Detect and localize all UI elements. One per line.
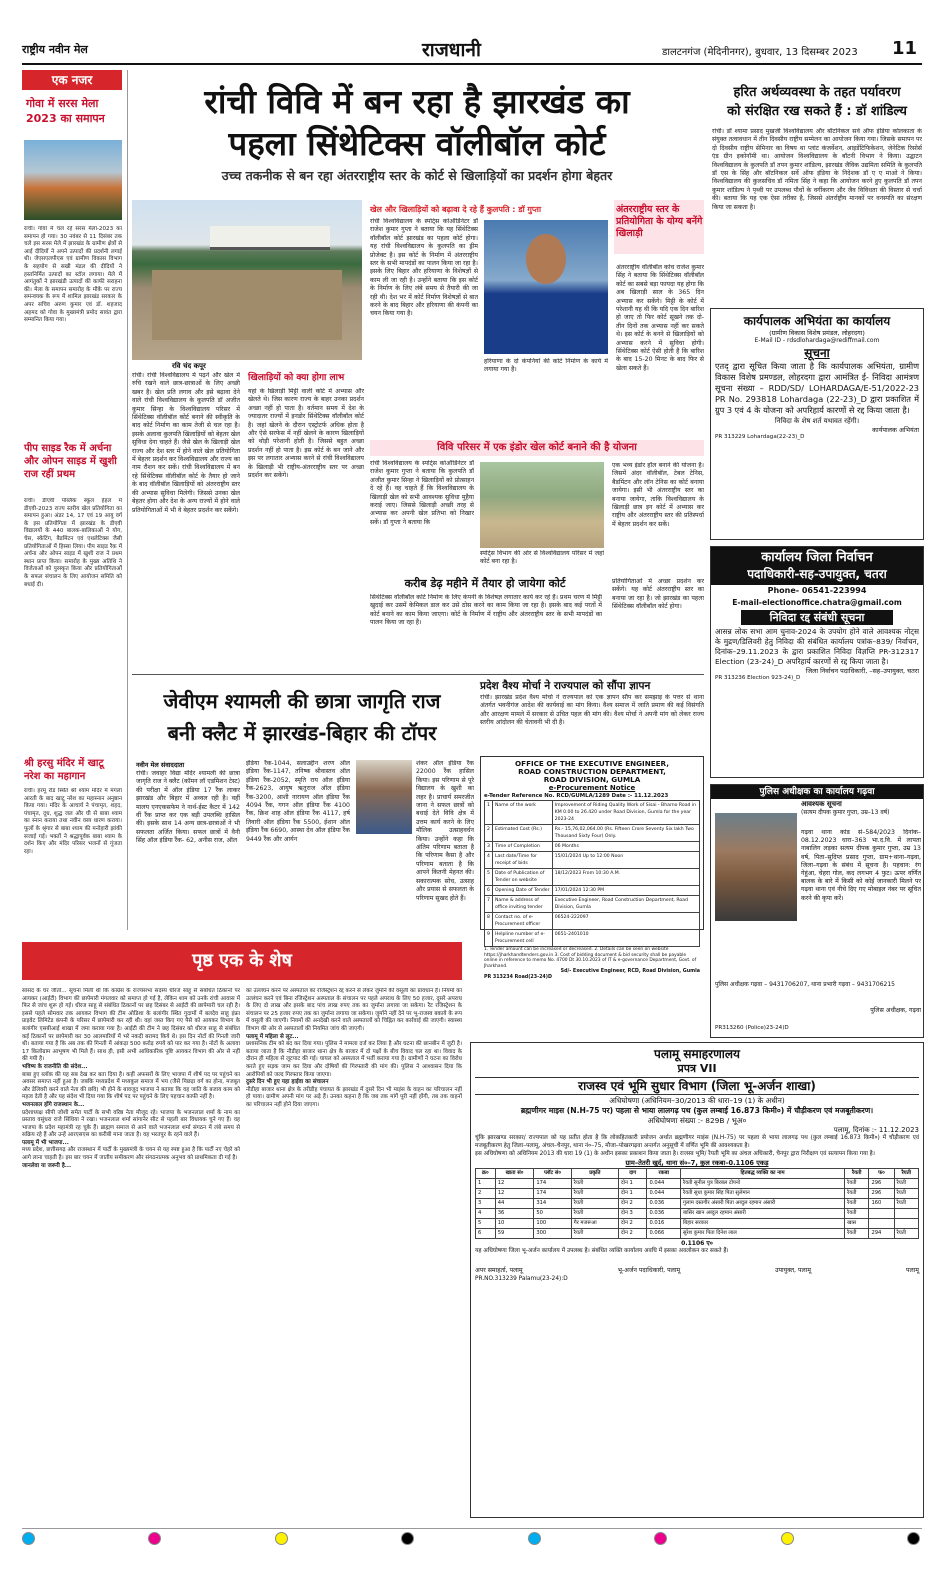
palamu-table-cell: रैयती	[845, 1209, 869, 1219]
palamu-table-header: रैयती	[845, 1169, 869, 1179]
indoor-site-photo	[480, 462, 604, 548]
prishth-col2b-text: प्रशासनिक टीम को बंद कर दिया गया। पुलिस ने मामला दर्ज कर लिया है और घटना की छानबीन में जुटी है। बताया जाता है कि नौडीहा बाजार थाना क्षेत्र के बाजार में दो पक्षों के बीच विवाद चल रहा था। विवाद के दौरान ही महिला से लूटपाट की गई। घायल को अस्पताल में भर्ती कराया गया है। ग्रामीणों ने घटना का विरोध करते हुए सड़क जाम कर दिया और दोषियों की गिरफ्तारी की मांग की। पुलिस ने आश्वासन दिया कि आरोपियों को जल्द गिरफ्तार किया जाएगा।	[246, 1041, 462, 1078]
ad3-notice: आवश्यक सूचना	[801, 800, 842, 808]
palamu-table-cell: 296	[869, 1189, 894, 1199]
palamu-prapatra: प्रपत्र VII	[677, 1062, 717, 1075]
palamu-table-cell: रैयती	[845, 1179, 869, 1189]
palamu-signatures	[475, 1266, 919, 1275]
garhwa-police-ad	[710, 784, 924, 1038]
prishth-col1d-text: मध्य प्रदेश, छत्तीसगढ़ और राजस्थान में पार्टी के मुख्यमंत्री के चयन से यह स्पष्ट हुआ है कि पार्टी नए चेहरे को आगे लाना चाहती है। इस बार चयन में जातीय समीकरण और संगठनात्मक अनुभव को प्राथमिकता दी गई है।	[22, 1147, 240, 1162]
palamu-table-header: प्रकृति	[571, 1169, 618, 1179]
palamu-table-cell: 296	[869, 1179, 894, 1189]
tender-reference: e-Tender Reference No. RCD/GUMLA/1289 Date :- 11.12.2023	[484, 793, 669, 799]
prishth-col2-sub2: दुसरे दिन भी हुए यहा हाईवा का संचालन	[246, 1079, 329, 1086]
prishth-col2-text: का उल्लंघन करने पर अस्पताल का रजिस्ट्रेशन रद्द करने से लेकर जुर्माने की वसूली का प्रावधान है। नियमों का उल्लंघन करने एवं बिना रजिस्ट्रेशन अस्पताल के संचालन पर पहले अपराध के लिए 50 हजार, दूसरे अपराध के लिए दो लाख और इसके बाद पांच लाख रुपए तक का जुर्माना लगाया जा सकेगा। रैट रजिस्ट्रेशन के संचालन पर 25 हजार रुपए तक का जुर्माना लगाया जा सकेगा। जुर्माने नहीं देने पर भू-राजस्व बकाये के रूप में वसूली की जाएगी। नियमों की अनदेखी करने वाले अस्पतालों को चिह्नित कर कार्रवाई की जाएगी। स्वास्थ्य विभाग की ओर से अस्पतालों की नियमित जांच की जाएगी।	[246, 988, 462, 1032]
palamu-table-header: खाता सं०	[495, 1169, 534, 1179]
palamu-table-cell: रैयती सुधा कुमार सिंह पिता सुलेमान	[680, 1189, 844, 1199]
tender-row	[485, 852, 700, 869]
tender-row-number: 8	[485, 913, 493, 930]
byline: रवि चंद कपूर	[172, 362, 206, 370]
main-headline-line-2: पहला सिंथेटिक्स वॉलीबॉल कोर्ट	[228, 124, 606, 163]
palamu-pr: PR.NO.313239 Palamu(23-24):D	[475, 1276, 568, 1283]
jvm-headline-1: जेवीएम श्यामली की छात्रा जागृति राज	[163, 689, 441, 713]
palamu-land-notice	[470, 1042, 924, 1518]
palamu-table-cell: रैयती	[571, 1229, 618, 1239]
tender-row-key: Date of Publication of Tender on website	[492, 869, 552, 886]
vaishya-text: रांची। झारखंड प्रदेश वैश्य मोर्चा ने राज्यपाल को एक ज्ञापन सौंप कर समझाइ के पत्तर से थाना अंतर्गत भवनीगंज आदेश की कार्यवाई का मांग किया। वैश्य समाज में जाति प्रमाण की कई विसंगति और आरक्षण मामले में सरकार से उचित पहल की मांग की। वैश्य मोर्चा ने अपनी मांग को लेकर राज्य स्तरीय आंदोलन की चेतावनी भी दी है।	[480, 694, 704, 727]
palamu-table-cell: रैयती सुनील पुत्र बिरबल टोपनो	[680, 1179, 844, 1189]
main-story-rule	[132, 674, 704, 675]
registration-swatch	[781, 1532, 794, 1545]
palamu-table-cell: 0.044	[647, 1189, 680, 1199]
jvm-column-1: रांची। जवाहर विद्या मंदिर श्यामली की छात्रा जागृति राज ने क्लैट (कॉमन लॉ एडमिशन टेस्ट) की परीक्षा में ऑल इंडिया 17 रैंक लाकर झारखंड और बिहार में अव्वल रही है। वहीं मालय एनएकसफेम ने नार्थ-ईस्ट कैटर में 142 वीं रैंक प्राप्त कर एक बड़ी उपलब्धि हासिल की। इसके साथ 14 अन्य छात्र-छात्राओं ने भी सफलता अर्जित किया। सफल छात्रों में वैनी सिंह ऑल इंडिया रैंक- 62, अनीस राज, ऑल	[136, 770, 240, 845]
palamu-table-row	[476, 1219, 919, 1229]
ad2-phone: Phone- 06541-223994	[767, 586, 867, 595]
ek-nazar-paragraph-2: रांची। डीएवी पब्लिक स्कूल हेहल में डीएवी-2023 राज्य स्तरीय खेल प्रतियोगिता का समापन हुआ। अंडर 14, 17 एवं 19 आयु वर्ग के इस प्रतियोगिता में झारखंड के डीएवी विद्यालयों के 440 बालक-बालिकाओं ने योग, चेस, स्केटिंग, बैडमिंटन एवं एथलेटिक्स जैसी प्रतियोगिताओं में हिस्सा लिया। पीप साइड रैक में अर्चना और ओपन साइड में खुशी राज ने प्रथम स्थान प्राप्त किया। समारोह के मुख्य अतिथि ने विजेताओं को पुरस्कृत किया और प्रतियोगिताओं के सफल संचालन के लिए आयोजन समिति को बधाई दी।	[24, 498, 122, 588]
court-site-photo	[132, 200, 362, 360]
side-headline: अंतरराष्ट्रीय स्तर के प्रतियोगिता के योग्य बनेंगे खिलाड़ी	[616, 204, 703, 239]
tender-row-value: 0651-2401010	[552, 930, 699, 947]
tender-row-number: 2	[485, 825, 493, 842]
prishth-col1-sub: भविष्य के राजनीति की संदेश...	[22, 1063, 88, 1070]
prishth-column-2	[246, 988, 462, 1518]
tender-pr: PR 313234 Road(23-24)D	[484, 975, 552, 981]
main-column-3: रांची विश्वविद्यालय के स्पोर्ट्स कोऑर्डिनेटर डॉ राजेश कुमार गुप्ता ने बताया कि यह सिंथेटिक्स वॉलीबॉल कोर्ट झारखंड का पहला कोर्ट होगा। यह रांची विश्वविद्यालय के कुलपति का ड्रीम प्रोजेक्ट है। इस कोर्ट के निर्माण में अंतरराष्ट्रीय स्तर के सभी मापदंडों का पालन किया जा रहा है। इसके लिए बिहार और हरियाणा के विशेषज्ञों से काम ली जा रही है। उन्होंने बताया कि इस कोर्ट के निर्माण के लिए लंबे समय से तैयारी की जा रही थी। देश भर में कोर्ट निर्माण विशेषज्ञों से बात करने के बाद बिहार और हरियाणा की कंपनी का चयन किया गया है।	[370, 218, 478, 318]
tender-row-value: Improvement of Riding Quality Work of Sisai - Bharno Road in KM 0.00 to 26.420 under Road Division, Gumla for the year 2023-24	[552, 801, 699, 825]
palamu-table-header: दाग	[618, 1169, 647, 1179]
tender-row	[485, 825, 700, 842]
court-pit	[152, 270, 342, 340]
palamu-table-cell: 0.036	[647, 1209, 680, 1219]
column-divider	[127, 70, 128, 930]
palamu-signature: भू-अर्जन पदाधिकारी, पलामू	[617, 1267, 681, 1275]
palamu-table-cell: रैयती	[894, 1229, 918, 1239]
prishth-col1-sub4: जानलेवा या जरूरी है...	[22, 1162, 72, 1169]
tender-row-number: 4	[485, 852, 493, 869]
road-tender-notice	[480, 756, 704, 981]
palamu-table-cell: गुलाम दस्तगीर अंसारी पिता अब्दुल रहमान अंसारी	[680, 1199, 844, 1209]
palamu-table-header: रकबा	[647, 1169, 680, 1179]
ek-nazar-headline-1: गोवा में सरस मेला 2023 का समापन	[26, 97, 105, 125]
palamu-table-cell: 4	[476, 1209, 496, 1219]
palamu-table-cell	[894, 1209, 918, 1219]
tender-row	[485, 842, 700, 852]
sub-khiladi-labh: खिलाड़ियों को क्या होगा लाभ	[248, 373, 345, 383]
ad2-email: E-mail-electionoffice.chatra@gmail.com	[732, 598, 902, 607]
palamu-table-cell: रैयती	[571, 1179, 618, 1189]
palamu-table-row	[476, 1179, 919, 1189]
karib-headline: करीब डेढ़ महीने में तैयार हो जायेगा कोर्ट	[404, 577, 566, 590]
palamu-table-cell: 6	[476, 1229, 496, 1239]
karib-text: सिंथेटिक्स वॉलीबॉल कोर्ट निर्माण के लिए कंपनी के विशेषज्ञ लगातार कार्य कर रहे हैं। प्रथम चरण में मिट्टी खुदाई कर उसमें केमिकल डाल कर उसे ठोस करने का काम किया जा रहा है। इसके बाद कई परतों में कोर्ट बनाने का काम किया जाएगा। कोर्ट के निर्माण में राष्ट्रीय और अंतरराष्ट्रीय स्तर के सभी मापदंडों का पालन किया जा रहा है।	[370, 594, 602, 627]
ad3-contact: पुलिस अधीक्षक गढ़वा – 9431706207, थाना प्रभारी गढ़वा – 9431706215	[715, 981, 896, 988]
jagriti-raj-photo	[356, 760, 412, 834]
ek-nazar-paragraph-1: रांची। गोवा में चल रहे सरस मेला-2023 का समापन हो गया। 30 नवंबर से 11 दिसंबर तक चले इस सरस मेले में झारखंड के ग्रामीण क्षेत्रों से आई दीदियों ने अपने उत्पादों की प्रदर्शनी लगाई थी। जेएसएलपीएस एवं ग्रामीण विकास विभाग के सहयोग से सखी मंडल की दीदियों ने हस्तनिर्मित उत्पादों का स्टॉल लगाया। मेले में आगंतुकों ने झारखंडी उत्पादों की काफी सराहना की। मेला के समापन समारोह के मौके पर राज्य समन्वयक के रूप में शामिल झारखंड सरकार के अपर सचिव अरुण कुमार एवं डॉ. शहजाद अहमद को गोवा के मुख्यमंत्री प्रमोद सावंत द्वारा सम्मानित किया गया।	[24, 226, 122, 324]
ad2-notice: निविदा रद्द संबंधी सूचना	[741, 610, 893, 625]
palamu-signature: उपायुक्त, पलामू	[775, 1267, 811, 1275]
tender-row-key: Estimated Cost (Rs.)	[492, 825, 552, 842]
palamu-table-cell: 50	[534, 1209, 571, 1219]
palamu-table-row	[476, 1229, 919, 1239]
tender-row-key: Name of the work	[492, 801, 552, 825]
main-column-2: यहां के खिलाड़ी मिट्टी वाली कोर्ट में अभ्यास और खेलते थे। जिस कारण राज्य के बाहर उनका प्रदर्शन अच्छा नहीं हो पाता है। वर्तमान समय में देश के ज्यादातर राज्यों में इनडोर सिंथेटिक्स वॉलीबॉल कोर्ट है। जहां खेलने के दौरान एस्ट्रोटर्फ अधिक होता है और ऐसे सरफेस में नहीं खेलने के कारण खिलाड़ियों को थोड़ी परेशानी होती है। जिससे बहुत अच्छा प्रदर्शन नहीं हो पाता है। इस कोर्ट के बन जाने और इस पर लगातार अभ्यास करने से रांची विश्वविद्यालय के खिलाड़ी भी राष्ट्रीय-अंतरराष्ट्रीय स्तर पर अच्छा प्रदर्शन कर सकेंगे।	[248, 388, 364, 480]
tender-row-key: Time of Completion	[492, 842, 552, 852]
tender-row-value: 06524-222097	[552, 913, 699, 930]
ad2-header	[711, 547, 923, 585]
court-building	[210, 226, 330, 250]
chatra-ad	[710, 546, 924, 778]
masthead-rule	[22, 63, 922, 65]
masthead	[22, 36, 922, 62]
palamu-table-cell: 160	[869, 1199, 894, 1209]
goa-fair-photo	[24, 140, 122, 220]
prishth-col1-text: सांसद के घर जीतो... सूचना मिली थी कि कांग्रेस के राज्यसभा सदस्य धीरज साहू से संबंधित ठिकानों पर आयकर (आईटी) विभाग की छापेमारी मंगलवार को समाप्त हो गई है, लेकिन शाम को उनके रांची आवास में फिर से जांच शुरू हो गई। धीरज साहू से संबंधित ठिकानों पर छह दिसंबर से आईटी की छापेमारी चल रही है। इससे पहले सोमवार तक आयकर विभाग की टीम ओडिशा के बलांगीर स्थित गुदामों में बलदेव साहू इंफ्रा प्राइवेट लिमिटेड कंपनी के परिसर में छापेमारी कर रही थी। वहां जब्त किए गए पैसे को आयकर विभाग के बलांगीर एसबीआई शाखा में जमा कराया गया है। आईटी की टीम ने छह दिसंबर को धीरज साहू से संबंधित कई ठिकानों पर छापेमारी कर 30 आलमारियों में भरे नकदी बरामद किये थे। इस दिन नोटों की गिनती जारी थी। बताया गया है कि अब तक की गिनती में आंकड़ा 500 करोड़ रुपये को पार कर गया है। नोटों के अलावा 17 किलोग्राम आभूषण भी मिले हैं। साथ ही, इसी अभी आधिकारिक पुष्टि आयकर विभाग की ओर से नहीं की गयी है।	[22, 988, 240, 1063]
tender-row	[485, 886, 700, 896]
palamu-total: 0.1106 ए०	[681, 1240, 713, 1248]
palamu-table-cell: 314	[534, 1199, 571, 1209]
palamu-table-cell: रैयती	[894, 1179, 918, 1189]
palamu-table-header: क्र०	[476, 1169, 496, 1179]
palamu-table-cell: 12	[495, 1189, 534, 1199]
green-economy-headline-2: को संरक्षित रख सकते हैं : डॉ शांडिल्य	[727, 104, 907, 119]
palamu-table-cell: 12	[495, 1179, 534, 1189]
prishth-col2c-text: नौडीहा बाजार थाना क्षेत्र के तरीडीह पंचायत के झारखंड में दूसरे दिन भी माइंस के वाहन का परिचालन नहीं हो पाया। ग्रामीण अपनी मांग पर अड़े हैं। उनका कहना है कि जब तक मांगें पूरी नहीं होंगी, तब तक वाहनों का परिचालन नहीं होने दिया जाएगा।	[246, 1086, 462, 1108]
palamu-table-row	[476, 1209, 919, 1219]
palamu-table-cell: बासिर खान अब्दुल रहमान अंसारी	[680, 1209, 844, 1219]
palamu-table-header: प्लॉट सं०	[534, 1169, 571, 1179]
palamu-table-cell: 10	[495, 1219, 534, 1229]
registration-marks	[22, 1528, 922, 1548]
prishth-column-1	[22, 988, 240, 1518]
registration-swatch	[275, 1532, 288, 1545]
vaishya-headline: प्रदेश वैश्य मोर्चा ने राज्यपाल को सौंपा ज्ञापन	[480, 680, 651, 692]
palamu-table-cell: बिहार सरकार	[680, 1219, 844, 1229]
tender-row	[485, 930, 700, 947]
palamu-table-cell: 100	[534, 1219, 571, 1229]
palamu-para-2: इस अधिघोषणा को अधिनियम 2013 की धारा 19 (1) के अधीन इसका प्रकाशन किया जाता है। राजस्व भूमि/ रैयती भूमि का अंचल अधिकारी, चैनपुर द्वारा निरीक्षण एवं सत्यापन किया गया है।	[475, 1150, 875, 1157]
palamu-table-header: हितबद्ध व्यक्ति का नाम	[680, 1169, 844, 1179]
palamu-table-cell: रैयती	[894, 1189, 918, 1199]
quote-label: खेल और खिलाड़ियों को बढ़ावा दे रहे हैं कुलपति : डॉ गुप्ता	[370, 205, 542, 214]
palamu-table-cell: दोन 1	[618, 1189, 647, 1199]
palamu-table-cell: 174	[534, 1189, 571, 1199]
palamu-table-cell: 5	[476, 1219, 496, 1229]
palamu-signature: पलामू	[905, 1267, 919, 1275]
ad1-subtitle: (ग्रामीण विकास विशेष प्रमंडल, लोहरदगा)	[769, 329, 865, 337]
palamu-table-cell: 300	[534, 1229, 571, 1239]
main-column-1: रांची। रांची विश्वविद्यालय में पढ़ने और खेल में रुचि रखने वाले छात्र-छात्राओं के लिए अच्छी खबर है। खेल प्रति लगाव और इसे बढ़ावा देने वाले रांची विश्वविद्यालय के कुलपति डॉ अजीत कुमार सिन्हा के विश्वविद्यालय परिसर में सिंथेटिक्स वॉलीबॉल कोर्ट बनाने की स्वीकृति के बाद कोर्ट निर्माण का काम तेजी से चल रहा है। इसके अलावा कुलपति खिलाड़ियों को बेहतर खेल सुविधा देना चाहते हैं। जैसे खेल के खिलाड़ी खेल राज्य और देश स्तर में होने वाले खेल प्रतियोगिता में बेहतर प्रदर्शन कर विश्वविद्यालय और राज्य का नाम रौशन कर सकें। रांची विश्वविद्यालय में बन रहे सिंथेटिक्स वॉलीबॉल कोर्ट के तैयार हो जाने के बाद वॉलीबॉल खिलाड़ियों को अंतरराष्ट्रीय स्तर की अभ्यास सुविधा मिलेगी। जिससे उनका खेल बेहतर होगा और देश के अन्य राज्यों में होने वाले प्रतियोगिताओं में भी वे बेहतर प्रदर्शन कर सकेंगे।	[132, 372, 240, 514]
tender-row-key: Name & address of office inviting tender	[492, 896, 552, 913]
tender-row	[485, 801, 700, 825]
tender-row-value: 18/12/2023 From 10:30 A.M.	[552, 869, 699, 886]
palamu-table-cell: 174	[534, 1179, 571, 1189]
tender-row-value: 15/01/2024 Up to 12:00 Noon	[552, 852, 699, 869]
tender-row-number: 3	[485, 842, 493, 852]
missing-child-photo	[715, 813, 797, 921]
registration-swatch	[22, 1532, 35, 1545]
tender-office-1: OFFICE OF THE EXECUTIVE ENGINEER,	[515, 759, 669, 768]
palamu-table-cell: 0.036	[647, 1199, 680, 1209]
prishth-col1b-text: बाबा हुए ब्लॉक की यह सब देख कर बता दिया है। कहीं अफसरों के लिए भाजपा में शीर्ष पद पर पहुंचने का अवसर समाप्त नहीं हुआ है। जबकि मध्यप्रदेश में मध्यकुल समाज में भय (जैसे पिछड़ा वर्ग का होना, मजबूत और डेलिवरी करने वाले नेता की छवि) भी होने के बावजूद भाजपा ने बताया कि वह जाति के बजाय काम को महत्व देती है और यह संदेश भी दिया गया कि शीर्ष पद पर पहुंचने के लिए पहचान काफी नहीं है।	[22, 1071, 240, 1101]
tender-row	[485, 913, 700, 930]
green-economy-headline-1: हरित अर्थव्यवस्था के तहत पर्यावरण	[733, 85, 901, 100]
registration-swatch	[148, 1532, 161, 1545]
paper-name: राष्ट्रीय नवीन मेल	[22, 43, 88, 56]
indoor-column-2: एक भव्य इंडोर हॉल बनाने की योजना है। जिसमें अंदर वॉलीबॉल, टेबल टेनिस, बैडमिंटन और लॉन टेनिस का कोर्ट बनाया जायेगा। इसी भी अंतरराष्ट्रीय स्तर का बनाया जायेगा, ताकि विश्वविद्यालय के खिलाड़ी छात्र इन कोर्ट में अभ्यास कर राष्ट्रीय और अंतरराष्ट्रीय स्तर की प्रतिस्पर्धा में बेहतर प्रदर्शन कर सकें।	[612, 462, 704, 528]
palamu-table-cell	[894, 1219, 918, 1229]
tender-row	[485, 869, 700, 886]
prishth-col1-sub3: पलामू में भी भाजपा...	[22, 1139, 69, 1146]
ad2-title-1: कार्यालय जिला निर्वाचन	[761, 550, 873, 565]
ad1-body: एतद् द्वारा सूचित किया जाता है कि कार्यपालक अभियंता, ग्रामीण विकास विशेष प्रमण्डल, लोहरदगा द्वारा आमंत्रित ई- निविदा आमंत्रण सूचना संख्या – RDD/SD/ LOHARDAGA/E-51/2022-23 PR No. 293818 Lohardaga (22-23)_D द्वारा प्रकाशित में ग्रुप 3 एवं 4 के योजना को अपरिहार्य कारणों से रद्द किया जाता है।	[715, 361, 919, 415]
main-subheadline: उच्च तकनीक से बन रहा अंतरराष्ट्रीय स्तर के कोर्ट से खिलाड़ियों का प्रदर्शन होगा बेहतर	[221, 168, 613, 183]
ek-nazar-headline-2: पीप साइड रैक में अर्चना और ओपन साइड में खुशी राज रहीं प्रथम	[24, 443, 117, 480]
tender-row-value: Rs.- 15,76,02,064.00 (Rs. Fifteen Crore Seventy Six lakh Two Thousand Sixty Four) Only.	[552, 825, 699, 842]
tender-row-number: 6	[485, 886, 493, 896]
main-column-4: अंतरराष्ट्रीय वॉलीबॉल कोच राजेश कुमार सिंह ने बताया कि सिंथेटिक्स वॉलीबॉल कोर्ट का सबसे बड़ा फायदा यह होगा कि अब खिलाड़ी साल के 365 दिन अभ्यास कर सकेंगे। मिट्टी के कोर्ट में परेशानी यह थी कि यदि एक दिन बारिश हो जाए तो फिर कोर्ट सूखने तक दो-तीन दिनों तक अभ्यास नहीं कर सकते थे। इस कोर्ट के बनने से खिलाड़ियों को अभ्यास करने में सुविधा होगी। सिंथेटिक्स कोर्ट ऐसी होती है कि बारिश के बाद 15-20 मिनट के बाद फिर से खेला सकते हैं।	[616, 264, 704, 372]
palamu-table-cell: रैयती	[571, 1199, 618, 1209]
palamu-table-cell: 2	[476, 1189, 496, 1199]
ad2-signature: जिला निर्वाचन पदाधिकारी, –सह–उपायुक्त, चतरा	[805, 667, 919, 675]
tender-row-key: Helpline number of e-Procurement cell	[492, 930, 552, 947]
palamu-line-1: अधिघोषणा (अधिनियम–30/2013 की धारा–19 (1) के अधीन)	[609, 1096, 785, 1105]
green-economy-text: रांची। डॉ श्यामा प्रसाद मुखर्जी विश्वविद्यालय और बॉटनिकल सर्वे ऑफ इंडिया कोलकाता के संयुक्त तत्वावधान में तीन दिवसीय राष्ट्रीय सम्मेलन का आयोजन किया गया। जिसके समापन पर दो दिवसीय राष्ट्रीय सेमिनार का विषय था प्लांट कंजर्वेशन, आइडेंटिफिकेशन, जेनेटिक रिसोर्स एंड ग्रीन इकोनॉमी था। आयोजन विश्वविद्यालय के बॉटनी विभाग ने किया। उद्घाटन विश्वविद्यालय के कुलपति डॉ तपन कुमार शांडिल्य, झारखंड जैविक उद्यमिता समिति के कुलपति डॉ एस के सिंह और बॉटनिकल सर्वे ऑफ इंडिया के निदेशक डॉ ए ए माओ ने किया। विश्वविद्यालय की कुलसचिव डॉ नमिता सिंह ने कहा कि आयोजन करने हुए कुलपति डॉ तपन कुमार शांडिल्य ने पृथ्वी पर उपलब्ध पौधों के वर्गीकरण और जैव विविधता की विस्तार से चर्चा की। बताया कि यह एक ऐसा तरीका है, जिससे अंतर्राष्ट्रीय मानकों पर वनस्पति का संरक्षण किया जा सकता है।	[712, 128, 922, 211]
ad1-title: कार्यपालक अभियंता का कार्यालय	[743, 314, 891, 328]
palamu-table-title: ग्राम–तेतरी खुर्द, थाना सं०–7, कुल रकबा–0.1106 एकड़	[625, 1159, 769, 1168]
jvm-column-2: इंडिया रैंक-1044, सलाउद्दीन शरण ऑल इंडिया रैंक-1147, तनिष्क श्रीवास्तव ऑल इंडिया रैंक-2052, स्मृति राय ऑल इंडिया रैंक-2623, आयुष ऋतुराज ऑल इंडिया रैंक-3200, आशी नारायण ऑल इंडिया रैंक 4094 रैंक, गगन ऑल इंडिया रैंक 4100 रैंक, क्रिश शाह ऑल इंडिया रैंक 4117, हर्ष तिवारी ऑल इंडिया रैंक 5500, ईशान ऑल इंडिया रैंक 6690, आस्था देव ऑल इंडिया रैंक 9449 रैंक और आर्यन	[246, 760, 350, 843]
palamu-table-cell: रैयती	[894, 1199, 918, 1209]
palamu-table-header: रैयती	[894, 1169, 918, 1179]
ek-nazar-paragraph-3: रांची। हरमू रोड स्थित श्री श्याम मंदिर में मंगला आरती के बाद खाटू नरेश का महास्नान अनुष्ठान किया गया। मंदिर के आचार्य ने पंचामृत, शहद, पंचामृत, दूध, शुद्ध जल और घी से बाबा श्याम का स्नान कराया तथा नवीन वस्त्र धारण कराया। फूलों के श्रृंगार से बाबा श्याम की मनोहारी झांकी सजाई गई। भक्तों ने श्रद्धापूर्वक बाबा श्याम के दर्शन किए और मंदिर परिसर भजनों से गूंजता रहा।	[24, 788, 122, 855]
palamu-table-cell: सुरेश कुमार पिता दिनेश लाल	[680, 1229, 844, 1239]
photo-caption: हरियाणा के दो कंपनियों की कोर्ट निर्माण के कार्य में लगाया गया है।	[484, 358, 608, 374]
palamu-table-cell	[869, 1219, 894, 1229]
palamu-table-cell: 0.016	[647, 1219, 680, 1229]
palamu-table-cell: गैर मजरूआ	[571, 1219, 618, 1229]
palamu-table-cell: दोन 2	[618, 1229, 647, 1239]
tender-row-value: 06 Months	[552, 842, 699, 852]
ad2-title-2: पदाधिकारी-सह-उपायुक्त, चतरा	[747, 567, 887, 581]
registration-swatch	[528, 1532, 541, 1545]
tender-notes: 1. Tender amount can be increased or decreased. 2. Details can be seen on website https://jharkhandtenders.gov.in 3. Cost of bidding document & bid security shall be payable online in reference to memo No. 4700 Dt 30.10.2023 of IT & e-governance Department, Govt. of Jharkhand.	[484, 947, 697, 969]
ad3-signature: पुलिस अधीक्षक, गढ़वा	[870, 1007, 921, 1014]
ad1-notice: सूचना	[804, 346, 830, 360]
registration-swatch	[401, 1532, 414, 1545]
indoor-court-headline: विवि परिसर में एक इंडोर खेल कोर्ट बनाने की है योजना	[370, 440, 704, 456]
palamu-table-cell: रैयती	[845, 1229, 869, 1239]
tender-row-key: Last date/Time for receipt of bids	[492, 852, 552, 869]
palamu-table-cell: 0.066	[647, 1229, 680, 1239]
indoor-photo-caption: स्पोर्ट्स विभाग की ओर से विश्वविद्यालय परिसर में जहां कोर्ट बना रहा है।	[480, 550, 604, 566]
tender-row-number: 7	[485, 896, 493, 913]
palamu-table-cell: खास	[845, 1219, 869, 1229]
tender-office-3: ROAD DIVISION, GUMLA	[543, 775, 641, 784]
registration-swatch	[654, 1532, 667, 1545]
ad1-pr: PR 313229 Lohardaga(22-23)_D	[715, 434, 805, 440]
main-column-3b	[484, 384, 608, 432]
ad3-pr: PR313260 (Police)23-24)D	[715, 1025, 789, 1031]
palamu-table-cell: 0.044	[647, 1179, 680, 1189]
palamu-dept: राजस्व एवं भूमि सुधार विभाग (जिला भू-अर्जन शाखा)	[475, 1077, 919, 1095]
jvm-byline: नवीन मेल संवाददाता	[136, 761, 185, 769]
palamu-table-row	[476, 1199, 919, 1209]
ad3-child-name: (सत्यम दीपक कुमार गुप्ता, उम्र–13 वर्ष)	[801, 809, 890, 816]
palamu-table-cell: रैयती	[571, 1209, 618, 1219]
tender-eproc-title: e-Procurement Notice	[548, 784, 636, 792]
palamu-table	[475, 1168, 919, 1239]
tender-row-key: Opening Date of Tender	[492, 886, 552, 896]
tender-row	[485, 896, 700, 913]
dr-gupta-photo	[484, 220, 608, 354]
ek-nazar-headline-3: श्री हरसु मंदिर में खाटू नरेश का महागान	[24, 758, 104, 782]
tender-table	[484, 800, 700, 947]
ad3-body: गढ़वा थाना कांड सं–584/2023 दिनांक–08.12.2023 धारा–363 भा.द.वि. में लापता नाबालिग लड़का सत्यम दीपक कुमार गुप्ता, उम्र 13 वर्ष, पिता–सुदिप्त प्रसाद गुप्ता, ग्राम+थाना–गढ़वा, जिला–गढ़वा के संबंध में सूचना है। पहचान: रंग गेहुंआ, चेहरा गोल, कद लगभग 4 फुट। ऊपर वर्णित बालक के बारे में किसी को कोई जानकारी मिलने पर गढ़वा थाना एवं नीचे दिए गए मोबाइल नंबर पर सूचित करने की कृपा करें।	[801, 829, 921, 902]
prishth-col1c-text: प्रदेशाध्यक्ष सीपी जोशी समेत पार्टी के सभी वरिष्ठ नेता मौजूद रहे। भाजपा के भजनलाल शर्मा के नाम का प्रस्ताव वसुंधरा राजे सिंधिया ने रखा। भजनलाल शर्मा सांगानेर सीट से पहली बार विधायक चुने गए हैं। वह भाजपा के प्रदेश महामंत्री रह चुके हैं। ब्राह्मण समाज से आने वाले भजनलाल शर्मा संगठन में लंबे समय से सक्रिय रहे हैं और उन्हें आरएसएस का करीबी माना जाता है। वह भरतपुर के रहने वाले हैं।	[22, 1109, 240, 1139]
ek-nazar-label: एक नजर	[22, 70, 122, 90]
indoor-column-1: रांची विश्वविद्यालय के स्पोर्ट्स कोऑर्डिनेटर डॉ राजेश कुमार गुप्ता ने बताया कि कुलपति डॉ अजीत कुमार सिन्हा ने खिलाड़ियों को प्रोत्साहन दे रहे हैं। वह चाहते हैं कि विश्वविद्यालय के खिलाड़ी खेल को सभी आवश्यक सुविधा मुहैया कराई जाए। जिससे खिलाड़ी अच्छी तरह से अभ्यास कर अपनी खेल प्रतिभा को निखार सकें। डॉ गुप्ता ने बताया कि	[370, 460, 474, 526]
registration-swatch	[907, 1532, 920, 1545]
ad2-pr: PR 313236 Election 923-24)_D	[715, 675, 801, 681]
section-name: राजधानी	[422, 39, 481, 61]
palamu-table-cell: 3	[476, 1199, 496, 1209]
ad1-footer: निविदा के शेष शर्त यथावत रहेंगी।	[774, 417, 860, 425]
palamu-table-header: फ०	[869, 1169, 894, 1179]
ad1-email: E-Mail ID - rdsdlohardaga@rediffmail.com	[754, 337, 880, 344]
palamu-table-cell: दोन 2	[618, 1199, 647, 1209]
tender-office-2: ROAD CONSTRUCTION DEPARTMENT,	[518, 767, 666, 776]
palamu-table-cell: 44	[495, 1199, 534, 1209]
jvm-headline-2: बनी क्लैट में झारखंड-बिहार की टॉपर	[167, 721, 437, 745]
palamu-date: पलामू, दिनांक :- 11.12.2023	[833, 1126, 919, 1134]
tender-row-number: 9	[485, 930, 493, 947]
palamu-table-cell	[869, 1209, 894, 1219]
prishth-col1-sub2: भजनलाल होंगे राजस्थान के...	[22, 1101, 85, 1108]
palamu-table-cell: 294	[869, 1229, 894, 1239]
palamu-table-cell: दोन 3	[618, 1209, 647, 1219]
palamu-line-3: अधिघोषणा संख्या :- 829B / भूअ०	[647, 1116, 747, 1125]
tender-row-number: 5	[485, 869, 493, 886]
tender-row-value: 17/01/2024 12:30 PM	[552, 886, 699, 896]
palamu-signature: अपर समाहर्ता, पलामू	[475, 1267, 523, 1275]
karib-right-text: प्रतियोगिताओं में अच्छा प्रदर्शन कर सकेंगे। यह कोर्ट अंतरराष्ट्रीय स्तर का बनाया जा रहा है। जो झारखंड का पहला सिंथेटिक्स वॉलीबॉल कोर्ट होगा।	[612, 578, 704, 611]
tender-signature: Sd/- Executive Engineer, RCD, Road Division, Gumla	[560, 969, 700, 975]
palamu-table-cell: रैयती	[571, 1189, 618, 1199]
palamu-footnote: यह अधिघोषणा जिला भू-अर्जन कार्यालय में उपलब्ध है। संबंधित व्यक्ति कार्यालय अवधि में इसका अवलोकन कर सकते हैं।	[475, 1248, 729, 1255]
palamu-header: पलामू समाहरणालय	[654, 1047, 740, 1061]
face	[526, 234, 566, 284]
ad3-title: पुलिस अधीक्षक का कार्यालय गढ़वा	[711, 785, 923, 799]
jvm-column-3: शंकर ऑल इंडिया रैंक 22000 रैंक हासिल किया। इस परिणाम से पूरे विद्यालय के खुशी का लहर है। प्राचार्य समरजीत जाना ने सफल छात्रों को बधाई देते विवि क्षेत्र में उत्तम कार्य करने के लिए मौलिक उत्साहवर्धन किया। उन्होंने कहा कि अंतिम परिणाम बताता है कि परिणाम कैसा है और परिणाम बताता है कि आपने कितनी मेहनत की। सकारात्मक सोच, उत्साह और प्रयास से सफलता के परिणाम सुखद होते हैं।	[416, 760, 474, 902]
prishth-ek-ke-shesh-banner: पृष्ठ एक के शेष	[22, 942, 462, 980]
palamu-para-1: चूंकि झारखण्ड सरकार/ राज्यपाल को यह प्रतीत होता है कि लोकहितकारी प्रयोजन अर्थात ब्रह्मणीगर माइंस (N.H-75) पर पहला से भाया लालगढ़ पथ (कुल लम्बाई 16.873 किमी०) में चौड़ीकरण एवं मजबूतीकरण हेतु जिला–पलामू, अंचल–चैनपुर, थाना नं०–75, मौजा–पोखरगढ़वा अन्तर्गत अनुसूची में वर्णित भूमि की आवश्यकता है।	[475, 1135, 919, 1149]
tender-row-value: Executive Engineer, Road Construction Department, Road Division, Gumla	[552, 896, 699, 913]
palamu-table-cell: दोन 1	[618, 1179, 647, 1189]
tender-row-number: 1	[485, 801, 493, 825]
lohardaga-ad	[710, 308, 924, 540]
main-headline-line-1: रांची विवि में बन रहा है झारखंड का	[204, 82, 630, 121]
palamu-table-cell: 1	[476, 1179, 496, 1189]
dateline: डालटनगंज (मेदिनीनगर), बुधवार, 13 दिसम्बर 2023	[662, 47, 858, 58]
ad2-body: आसन्न लोक सभा आम चुनाव-2024 के उपयोग होने वाले आवश्यक नोट्स के मुद्रण/डिलिवरी हेतु निविदा की संबंधित कार्यालय पत्रांक–839/ निर्वाचन, दिनांक–29.11.2023 के द्वारा प्रकाशित निविदा विज्ञप्ति PR-312317 Election (23-24)_D अपरिहार्य कारणों से रद्द किया जाता है।	[715, 627, 919, 666]
palamu-table-cell: दोन 2	[618, 1219, 647, 1229]
page-number: 11	[892, 38, 918, 59]
palamu-table-cell: 36	[495, 1209, 534, 1219]
palamu-table-cell: 59	[495, 1229, 534, 1239]
ad1-signature: कार्यपालक अभियंता	[872, 426, 919, 434]
palamu-line-2: ब्रह्मणीगर माइस (N.H-75 पर) पहला से भाया लालगढ़ पथ (कुल लम्बाई 16.873 किमी०) में चौड़ीकरण एवं मजबूतीकरण।	[520, 1106, 874, 1115]
prishth-col2-sub: पलामू में महिला से लूट...	[246, 1033, 299, 1040]
palamu-table-cell: रैयती	[845, 1189, 869, 1199]
palamu-table-row	[476, 1189, 919, 1199]
palamu-table-cell: रैयती	[845, 1199, 869, 1209]
tender-row-key: Contact no. of e-Procurement officer	[492, 913, 552, 930]
